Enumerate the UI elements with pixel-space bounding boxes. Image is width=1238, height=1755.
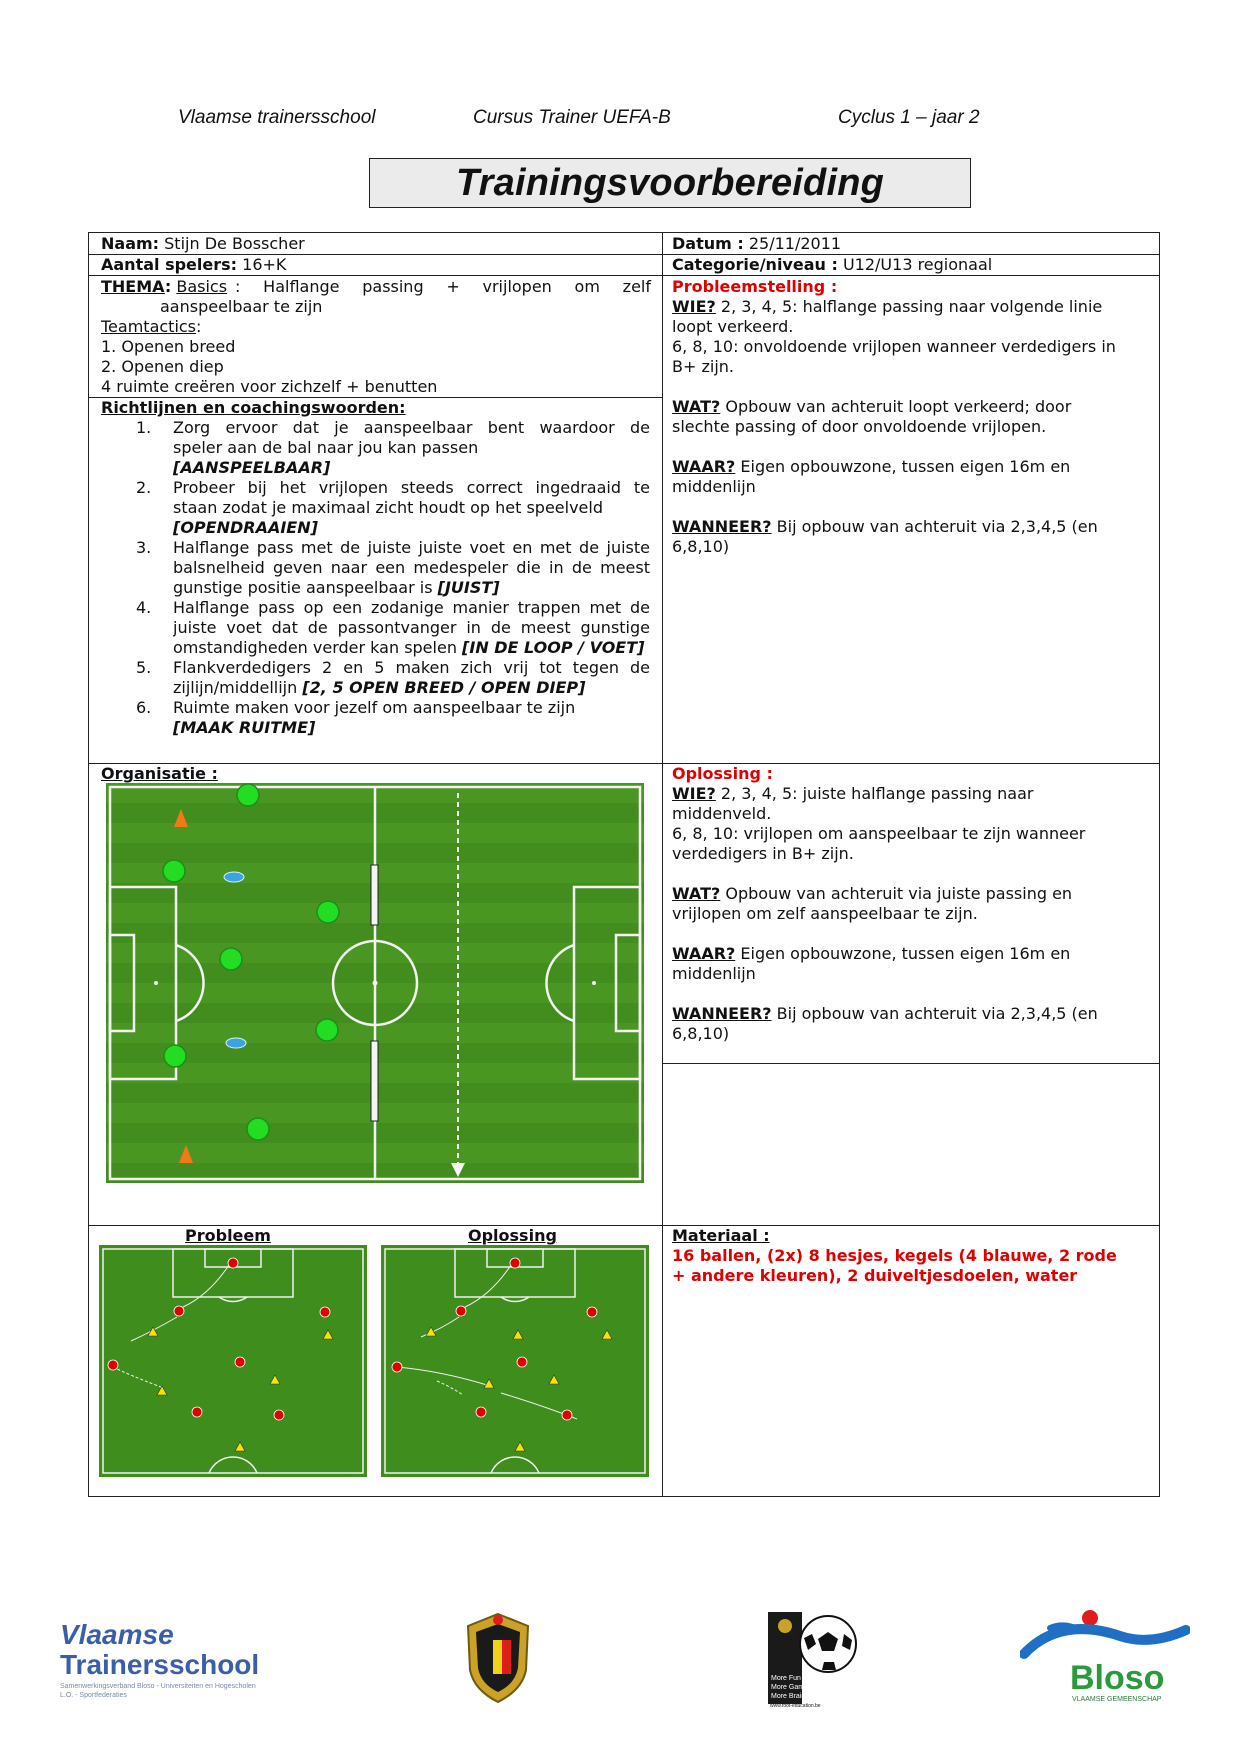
richtlijn-line: gunstige positie aanspeelbaar is [JUIST] bbox=[173, 578, 500, 597]
disc bbox=[226, 1038, 246, 1048]
thema-item: 4 ruimte creëren voor zichzelf + benutten bbox=[101, 377, 438, 396]
player-marker bbox=[247, 1118, 269, 1140]
thema-line1: : Halflange passing + vrijlopen om zelf bbox=[235, 277, 651, 296]
bloso-logo bbox=[1020, 1608, 1190, 1708]
richtlijn-number: 3. bbox=[136, 538, 152, 557]
materiaal-label: Materiaal : bbox=[672, 1226, 770, 1245]
opl-wat-line: vrijlopen om zelf aanspeelbaar te zijn. bbox=[672, 904, 978, 923]
richtlijn-line: Probeer bij het vrijlopen steeds correct ingedraaid te bbox=[173, 478, 650, 497]
player-marker bbox=[316, 1019, 338, 1041]
coaching-keyword: [2, 5 OPEN BREED / OPEN DIEP] bbox=[302, 678, 586, 697]
thema-item: 2. Openen diep bbox=[101, 357, 224, 376]
page-title-box bbox=[369, 158, 971, 208]
richtlijn-number: 5. bbox=[136, 658, 152, 677]
opl-waar: WAAR? Eigen opbouwzone, tussen eigen 16m en bbox=[672, 944, 1071, 963]
column-divider bbox=[662, 233, 663, 1496]
thema-block bbox=[101, 277, 651, 397]
coaching-keyword: [OPENDRAAIEN] bbox=[173, 518, 318, 537]
player-red bbox=[456, 1306, 466, 1316]
opl-wie-line: middenveld. bbox=[672, 804, 772, 823]
opl-wie-label: WIE? bbox=[672, 784, 716, 803]
player-marker bbox=[163, 860, 185, 882]
pitch-grass bbox=[99, 1245, 367, 1477]
player-red bbox=[517, 1357, 527, 1367]
probleem-caption: Probleem bbox=[185, 1226, 271, 1245]
prob-waar-label: WAAR? bbox=[672, 457, 736, 476]
opl-wie: WIE? 2, 3, 4, 5: juiste halflange passing naar bbox=[672, 784, 1034, 803]
coaching-keyword: [JUIST] bbox=[437, 578, 500, 597]
datum-value: 25/11/2011 bbox=[743, 234, 842, 253]
oplossing-caption: Oplossing bbox=[468, 1226, 557, 1245]
bloso-logo-text: Bloso bbox=[1070, 1659, 1165, 1697]
mini-goal bbox=[371, 1041, 378, 1121]
materiaal-block bbox=[672, 1226, 1152, 1286]
prob-wat-label: WAT? bbox=[672, 397, 721, 416]
player-marker bbox=[220, 948, 242, 970]
player-marker bbox=[237, 784, 259, 806]
richtlijn-line: zijlijn/middellijn [2, 5 OPEN BREED / OPEN DIEP] bbox=[173, 678, 586, 697]
bloso-logo-sub: VLAAMSE GEMEENSCHAP bbox=[1072, 1696, 1162, 1703]
prob-wanneer-line: 6,8,10) bbox=[672, 537, 730, 556]
pitch-grass bbox=[381, 1245, 649, 1477]
bloso-figure bbox=[1020, 1608, 1190, 1662]
header-course: Cursus Trainer UEFA-B bbox=[473, 107, 671, 128]
prob-waar-line: middenlijn bbox=[672, 477, 756, 496]
player-red bbox=[562, 1410, 572, 1420]
player-marker bbox=[317, 901, 339, 923]
opl-wie-line: verdedigers in B+ zijn. bbox=[672, 844, 854, 863]
opl-wat: WAT? Opbouw van achteruit via juiste passing en bbox=[672, 884, 1073, 903]
richtlijn-line: Halflange pass op een zodanige manier trappen met de bbox=[173, 598, 650, 617]
oplossing-label: Oplossing : bbox=[672, 764, 773, 783]
opl-wie-line: 6, 8, 10: vrijlopen om aanspeelbaar te zijn wanneer bbox=[672, 824, 1086, 843]
oplossing-pitch bbox=[381, 1245, 649, 1477]
foot-education-logo bbox=[768, 1612, 860, 1708]
prob-wie-line: loopt verkeerd. bbox=[672, 317, 794, 336]
thema-heading: THEMA: Basics bbox=[101, 277, 228, 296]
naam-value: Stijn De Bosscher bbox=[159, 234, 305, 253]
player-red bbox=[320, 1307, 330, 1317]
thema-label: THEMA bbox=[101, 277, 165, 296]
prob-wanneer: WANNEER? Bij opbouw van achteruit via 2,3,4,5 (en bbox=[672, 517, 1098, 536]
probleem-pitch bbox=[99, 1245, 367, 1477]
spelers-field bbox=[101, 255, 286, 275]
player-red bbox=[174, 1306, 184, 1316]
richtlijnen-list bbox=[89, 418, 662, 763]
player-red bbox=[192, 1407, 202, 1417]
player-red bbox=[274, 1410, 284, 1420]
vts-logo-sub: Samenwerkingsverband Bloso - Universiteiten en Hogescholen L.O. - Sportfederaties bbox=[60, 1683, 256, 1699]
richtlijn-text bbox=[173, 538, 650, 598]
coaching-keyword: [IN DE LOOP / VOET] bbox=[462, 638, 645, 657]
spelers-value: 16+K bbox=[237, 255, 287, 274]
richtlijn-line: Flankverdedigers 2 en 5 maken zich vrij tot tegen de bbox=[173, 658, 650, 677]
datum-field bbox=[672, 234, 841, 254]
probleemstelling-block bbox=[672, 277, 1152, 557]
categorie-label: Categorie/niveau : bbox=[672, 255, 838, 274]
probleemstelling-label: Probleemstelling : bbox=[672, 277, 838, 296]
richtlijn-text bbox=[173, 658, 650, 698]
player-red bbox=[108, 1360, 118, 1370]
thema-line bbox=[101, 277, 651, 297]
header-school: Vlaamse trainersschool bbox=[178, 107, 376, 128]
richtlijn-line: juiste voet dat de passontvanger in de meest gunstige bbox=[173, 618, 650, 637]
disc bbox=[224, 872, 244, 882]
opl-waar-label: WAAR? bbox=[672, 944, 736, 963]
organisation-pitch bbox=[106, 783, 644, 1183]
belgian-fa-crest bbox=[460, 1610, 536, 1706]
foot-line: More Games bbox=[771, 1684, 812, 1691]
naam-label: Naam: bbox=[101, 234, 160, 253]
player-red bbox=[235, 1357, 245, 1367]
row-divider bbox=[662, 1063, 1159, 1064]
opl-wanneer-label: WANNEER? bbox=[672, 1004, 772, 1023]
richtlijn-line: Ruimte maken voor jezelf om aanspeelbaar te zijn bbox=[173, 698, 576, 717]
prob-wie-label: WIE? bbox=[672, 297, 716, 316]
richtlijn-line: omstandigheden verder kan spelen [IN DE LOOP / VOET] bbox=[173, 638, 645, 657]
richtlijn-number: 4. bbox=[136, 598, 152, 617]
row-divider bbox=[89, 275, 1159, 276]
oplossing-block bbox=[672, 764, 1152, 1044]
richtlijn-number: 6. bbox=[136, 698, 152, 717]
foot-url: www.foot-education.be bbox=[770, 1703, 821, 1708]
vts-logo-line2: Trainersschool bbox=[60, 1649, 260, 1680]
thema-basics: Basics bbox=[176, 277, 228, 296]
player-red bbox=[587, 1307, 597, 1317]
organisatie-label: Organisatie : bbox=[101, 764, 218, 783]
vts-logo bbox=[60, 1620, 290, 1710]
richtlijn-line: speler aan de bal naar jou kan passen bbox=[173, 438, 479, 457]
thema-item: 1. Openen breed bbox=[101, 337, 236, 356]
richtlijn-number: 1. bbox=[136, 418, 152, 437]
foot-line: More Fun bbox=[771, 1675, 801, 1682]
header-cycle: Cyclus 1 – jaar 2 bbox=[838, 107, 980, 128]
prob-wat: WAT? Opbouw van achteruit loopt verkeerd; door bbox=[672, 397, 1072, 416]
coaching-keyword: [AANSPEELBAAR] bbox=[173, 458, 331, 477]
player-red bbox=[476, 1407, 486, 1417]
mini-goal bbox=[371, 865, 378, 925]
richtlijn-text bbox=[173, 418, 650, 478]
vts-logo-line1: Vlaamse bbox=[60, 1619, 174, 1650]
richtlijn-text bbox=[173, 478, 650, 538]
prob-wie-line: B+ zijn. bbox=[672, 357, 734, 376]
opl-wat-label: WAT? bbox=[672, 884, 721, 903]
opl-waar-line: middenlijn bbox=[672, 964, 756, 983]
richtlijn-line: staan zodat je maximaal zicht houdt op het speelveld bbox=[173, 498, 603, 517]
prob-wie: WIE? 2, 3, 4, 5: halflange passing naar volgende linie bbox=[672, 297, 1103, 316]
thema-line2: aanspeelbaar te zijn bbox=[160, 297, 323, 316]
page-title: Trainingsvoorbereiding bbox=[455, 161, 885, 204]
materiaal-line: 16 ballen, (2x) 8 hesjes, kegels (4 blauwe, 2 rode bbox=[672, 1246, 1117, 1265]
player-red bbox=[392, 1362, 402, 1372]
spelers-label: Aantal spelers: bbox=[101, 255, 238, 274]
richtlijn-number: 2. bbox=[136, 478, 152, 497]
prob-wanneer-label: WANNEER? bbox=[672, 517, 772, 536]
foot-line: More Brains bbox=[771, 1693, 809, 1700]
prob-waar: WAAR? Eigen opbouwzone, tussen eigen 16m en bbox=[672, 457, 1071, 476]
coaching-keyword: [MAAK RUITME] bbox=[173, 718, 316, 737]
prob-wat-line: slechte passing of door onvoldoende vrijlopen. bbox=[672, 417, 1047, 436]
richtlijnen-label: Richtlijnen en coachingswoorden: bbox=[101, 398, 406, 417]
materiaal-line: + andere kleuren), 2 duiveltjesdoelen, water bbox=[672, 1266, 1078, 1285]
prob-wie-line: 6, 8, 10: onvoldoende vrijlopen wanneer verdedigers in bbox=[672, 337, 1116, 356]
teamtactics-label: Teamtactics: bbox=[101, 317, 202, 336]
richtlijn-line: Zorg ervoor dat je aanspeelbaar bent waardoor de bbox=[173, 418, 650, 437]
opl-wanneer-line: 6,8,10) bbox=[672, 1024, 730, 1043]
datum-label: Datum : bbox=[672, 234, 744, 253]
opl-wanneer: WANNEER? Bij opbouw van achteruit via 2,3,4,5 (en bbox=[672, 1004, 1098, 1023]
naam-field bbox=[101, 234, 305, 254]
richtlijn-line: Halflange pass met de juiste juiste voet en met de juiste bbox=[173, 538, 650, 557]
richtlijn-line: balsnelheid geven naar een medespeler die in de meest bbox=[173, 558, 650, 577]
richtlijn-text bbox=[173, 698, 650, 738]
richtlijn-text bbox=[173, 598, 650, 658]
player-marker bbox=[164, 1045, 186, 1067]
player-red bbox=[510, 1258, 520, 1268]
player-red bbox=[228, 1258, 238, 1268]
categorie-field bbox=[672, 255, 992, 275]
categorie-value: U12/U13 regionaal bbox=[837, 255, 993, 274]
